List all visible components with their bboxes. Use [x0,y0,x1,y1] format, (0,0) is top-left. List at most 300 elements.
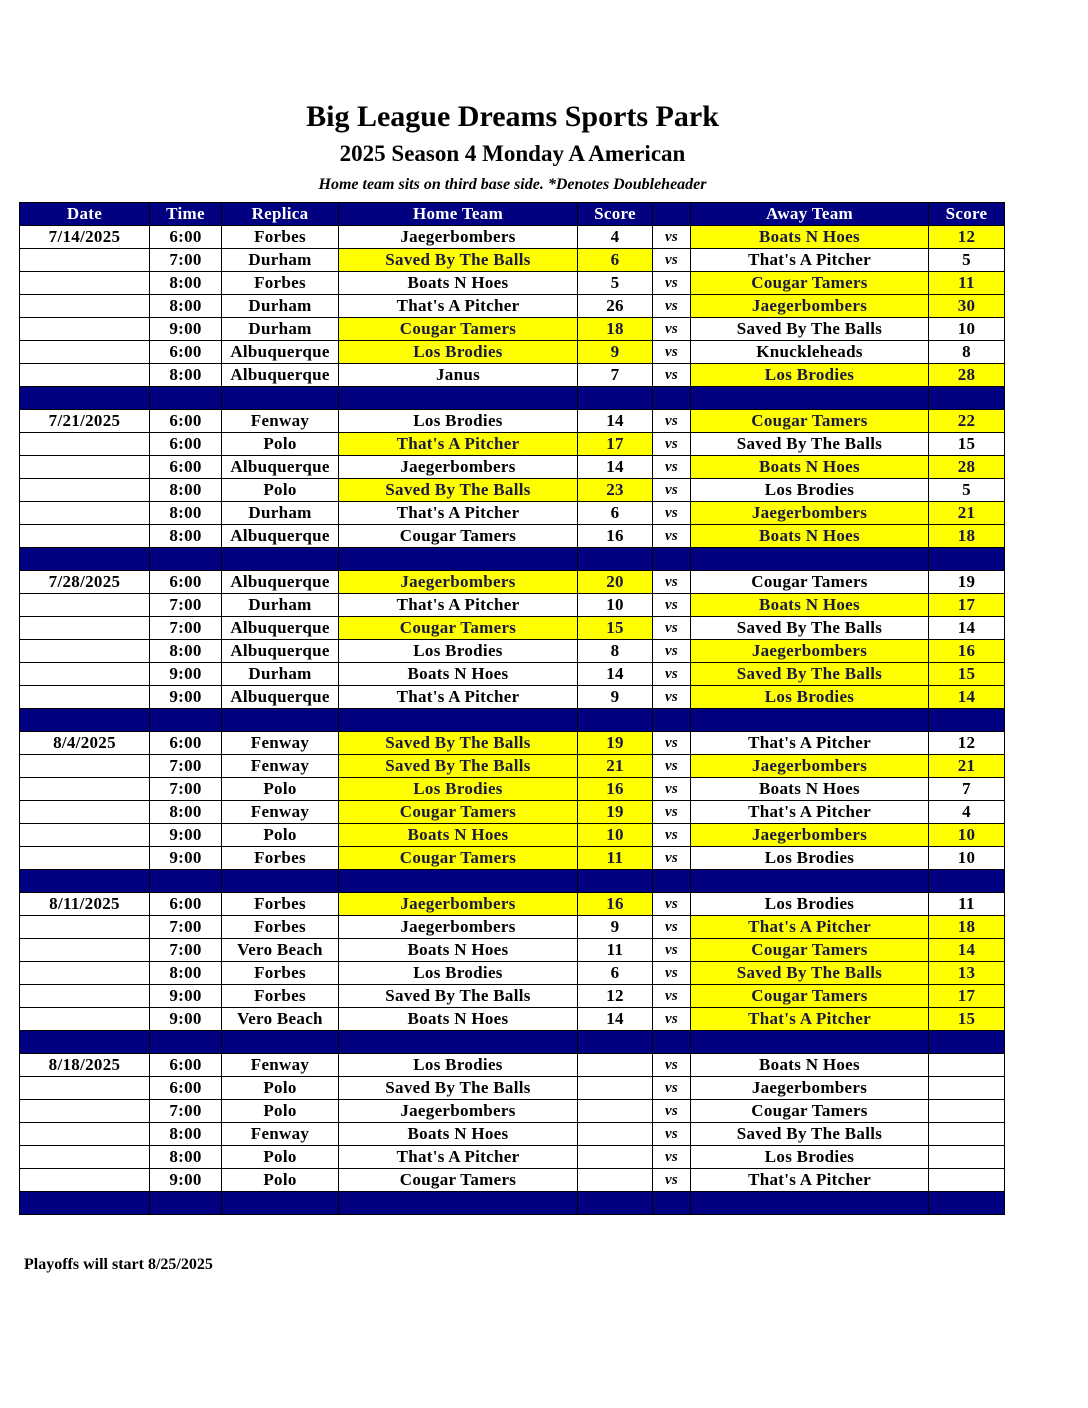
home-score-cell: 18 [578,318,653,341]
home-team-cell: Saved By The Balls [339,1077,578,1100]
table-row [20,249,1005,272]
home-team-cell: That's A Pitcher [339,502,578,525]
away-team-cell: Cougar Tamers [691,1100,929,1123]
away-score-cell: 28 [929,364,1005,387]
table-row [20,755,1005,778]
time-cell: 8:00 [150,640,222,663]
home-team-cell: That's A Pitcher [339,295,578,318]
date-cell [20,1100,150,1123]
home-score-cell: 10 [578,824,653,847]
away-team-cell: Boats N Hoes [691,525,929,548]
replica-cell: Polo [222,1169,339,1192]
replica-cell: Forbes [222,962,339,985]
replica-cell: Forbes [222,847,339,870]
home-score-cell: 14 [578,1008,653,1031]
separator-cell [222,870,339,893]
replica-cell: Polo [222,479,339,502]
away-score-cell: 5 [929,249,1005,272]
vs-cell: vs [653,663,691,686]
separator-cell [150,548,222,571]
time-cell: 8:00 [150,479,222,502]
vs-cell: vs [653,755,691,778]
away-score-cell: 8 [929,341,1005,364]
vs-cell: vs [653,847,691,870]
date-cell [20,617,150,640]
separator-cell [691,387,929,410]
replica-cell: Polo [222,433,339,456]
page-subtitle: 2025 Season 4 Monday A American [339,141,686,166]
replica-cell: Durham [222,663,339,686]
time-cell: 8:00 [150,502,222,525]
replica-cell: Polo [222,1146,339,1169]
away-score-cell: 13 [929,962,1005,985]
away-score-cell [929,1077,1005,1100]
away-score-cell [929,1054,1005,1077]
separator-cell [691,1031,929,1054]
separator-cell [578,1031,653,1054]
away-team-cell: That's A Pitcher [691,801,929,824]
away-team-cell: Los Brodies [691,893,929,916]
time-cell: 6:00 [150,893,222,916]
vs-cell: vs [653,318,691,341]
date-cell [20,663,150,686]
header-home-team: Home Team [339,203,578,226]
separator-cell [653,1192,691,1215]
replica-cell: Fenway [222,755,339,778]
date-cell: 8/11/2025 [20,893,150,916]
home-score-cell: 9 [578,341,653,364]
replica-cell: Forbes [222,226,339,249]
replica-cell: Polo [222,1100,339,1123]
home-score-cell: 6 [578,502,653,525]
home-team-cell: Cougar Tamers [339,617,578,640]
away-team-cell: Cougar Tamers [691,571,929,594]
date-cell [20,341,150,364]
replica-cell: Forbes [222,893,339,916]
away-team-cell: Jaegerbombers [691,502,929,525]
home-team-cell: Boats N Hoes [339,939,578,962]
header-away-team: Away Team [691,203,929,226]
replica-cell: Albuquerque [222,364,339,387]
time-cell: 7:00 [150,249,222,272]
separator-cell [929,1031,1005,1054]
home-score-cell: 20 [578,571,653,594]
replica-cell: Fenway [222,410,339,433]
vs-cell: vs [653,1146,691,1169]
home-score-cell [578,1054,653,1077]
away-team-cell: Cougar Tamers [691,985,929,1008]
home-score-cell [578,1169,653,1192]
time-cell: 8:00 [150,295,222,318]
time-cell: 9:00 [150,1008,222,1031]
away-team-cell: Los Brodies [691,847,929,870]
replica-cell: Fenway [222,1054,339,1077]
home-team-cell: Jaegerbombers [339,456,578,479]
vs-cell: vs [653,571,691,594]
table-row [20,272,1005,295]
date-cell: 7/21/2025 [20,410,150,433]
date-cell [20,686,150,709]
away-team-cell: Saved By The Balls [691,1123,929,1146]
home-score-cell: 14 [578,663,653,686]
separator-cell [339,1031,578,1054]
table-row [20,824,1005,847]
away-score-cell: 14 [929,617,1005,640]
separator-cell [20,709,150,732]
separator-cell [150,1031,222,1054]
date-cell [20,1123,150,1146]
table-row [20,433,1005,456]
replica-cell: Durham [222,295,339,318]
table-row [20,1100,1005,1123]
away-team-cell: Boats N Hoes [691,456,929,479]
home-team-cell: Jaegerbombers [339,916,578,939]
date-cell [20,295,150,318]
home-score-cell: 10 [578,594,653,617]
vs-cell: vs [653,456,691,479]
date-cell [20,502,150,525]
time-cell: 9:00 [150,318,222,341]
home-team-cell: Jaegerbombers [339,1100,578,1123]
vs-cell: vs [653,916,691,939]
vs-cell: vs [653,778,691,801]
vs-cell: vs [653,502,691,525]
separator-cell [339,709,578,732]
away-team-cell: Cougar Tamers [691,410,929,433]
home-score-cell: 4 [578,226,653,249]
vs-cell: vs [653,893,691,916]
vs-cell: vs [653,272,691,295]
time-cell: 8:00 [150,1123,222,1146]
date-cell [20,801,150,824]
away-score-cell: 4 [929,801,1005,824]
away-team-cell: Saved By The Balls [691,663,929,686]
vs-cell: vs [653,525,691,548]
time-cell: 7:00 [150,916,222,939]
table-row [20,410,1005,433]
separator-cell [150,709,222,732]
home-team-cell: Cougar Tamers [339,801,578,824]
vs-cell: vs [653,433,691,456]
away-score-cell: 10 [929,847,1005,870]
away-team-cell: Jaegerbombers [691,824,929,847]
away-score-cell: 15 [929,433,1005,456]
page-title: Big League Dreams Sports Park [306,100,719,133]
home-score-cell: 8 [578,640,653,663]
home-score-cell: 11 [578,939,653,962]
home-team-cell: That's A Pitcher [339,594,578,617]
away-score-cell: 11 [929,272,1005,295]
time-cell: 8:00 [150,801,222,824]
home-team-cell: That's A Pitcher [339,1146,578,1169]
date-cell [20,755,150,778]
separator-cell [691,709,929,732]
away-team-cell: Boats N Hoes [691,778,929,801]
replica-cell: Albuquerque [222,341,339,364]
replica-cell: Albuquerque [222,525,339,548]
replica-cell: Durham [222,502,339,525]
time-cell: 8:00 [150,272,222,295]
home-team-cell: Saved By The Balls [339,479,578,502]
date-cell: 7/28/2025 [20,571,150,594]
vs-cell: vs [653,479,691,502]
away-score-cell: 19 [929,571,1005,594]
home-score-cell: 16 [578,525,653,548]
table-row [20,502,1005,525]
away-score-cell: 14 [929,939,1005,962]
time-cell: 6:00 [150,226,222,249]
away-score-cell: 10 [929,824,1005,847]
date-cell [20,433,150,456]
away-score-cell: 11 [929,893,1005,916]
time-cell: 8:00 [150,525,222,548]
table-row [20,364,1005,387]
replica-cell: Albuquerque [222,617,339,640]
time-cell: 9:00 [150,985,222,1008]
table-row [20,341,1005,364]
away-score-cell: 21 [929,502,1005,525]
table-row [20,962,1005,985]
home-score-cell: 14 [578,456,653,479]
replica-cell: Albuquerque [222,640,339,663]
home-team-cell: Los Brodies [339,962,578,985]
table-row [20,939,1005,962]
home-score-cell: 6 [578,249,653,272]
table-row [20,1077,1005,1100]
home-team-cell: Los Brodies [339,410,578,433]
replica-cell: Durham [222,594,339,617]
away-team-cell: Jaegerbombers [691,755,929,778]
home-score-cell: 26 [578,295,653,318]
separator-cell [222,1192,339,1215]
separator-cell [653,1031,691,1054]
replica-cell: Polo [222,1077,339,1100]
vs-cell: vs [653,1123,691,1146]
table-row [20,1123,1005,1146]
replica-cell: Fenway [222,732,339,755]
separator-cell [339,387,578,410]
date-cell: 8/4/2025 [20,732,150,755]
week-separator-row [20,870,1005,893]
vs-cell: vs [653,410,691,433]
vs-cell: vs [653,985,691,1008]
separator-cell [339,548,578,571]
table-row [20,594,1005,617]
time-cell: 6:00 [150,433,222,456]
separator-cell [222,387,339,410]
separator-cell [150,387,222,410]
separator-cell [578,1192,653,1215]
away-team-cell: That's A Pitcher [691,249,929,272]
replica-cell: Vero Beach [222,939,339,962]
vs-cell: vs [653,594,691,617]
separator-cell [929,1192,1005,1215]
header-home-score: Score [578,203,653,226]
separator-cell [578,387,653,410]
away-score-cell [929,1100,1005,1123]
home-score-cell: 11 [578,847,653,870]
separator-cell [653,548,691,571]
separator-cell [222,709,339,732]
away-team-cell: That's A Pitcher [691,1169,929,1192]
table-row [20,226,1005,249]
time-cell: 6:00 [150,571,222,594]
separator-cell [20,1031,150,1054]
table-row [20,456,1005,479]
away-team-cell: Saved By The Balls [691,318,929,341]
away-team-cell: That's A Pitcher [691,1008,929,1031]
away-score-cell: 14 [929,686,1005,709]
date-cell [20,916,150,939]
home-score-cell: 6 [578,962,653,985]
home-team-cell: Los Brodies [339,341,578,364]
date-cell [20,1077,150,1100]
time-cell: 6:00 [150,341,222,364]
vs-cell: vs [653,617,691,640]
away-score-cell [929,1146,1005,1169]
away-team-cell: Cougar Tamers [691,939,929,962]
vs-cell: vs [653,1077,691,1100]
time-cell: 8:00 [150,364,222,387]
away-score-cell [929,1169,1005,1192]
home-team-cell: Saved By The Balls [339,755,578,778]
time-cell: 9:00 [150,686,222,709]
away-team-cell: Boats N Hoes [691,594,929,617]
home-score-cell [578,1100,653,1123]
vs-cell: vs [653,1100,691,1123]
vs-cell: vs [653,341,691,364]
separator-cell [150,1192,222,1215]
time-cell: 7:00 [150,755,222,778]
table-row [20,985,1005,1008]
replica-cell: Fenway [222,1123,339,1146]
vs-cell: vs [653,640,691,663]
away-team-cell: Jaegerbombers [691,1077,929,1100]
time-cell: 7:00 [150,939,222,962]
away-team-cell: Los Brodies [691,364,929,387]
away-score-cell: 12 [929,226,1005,249]
table-row [20,479,1005,502]
separator-cell [929,870,1005,893]
home-team-cell: Cougar Tamers [339,847,578,870]
week-separator-row [20,1031,1005,1054]
table-row [20,1008,1005,1031]
date-cell [20,525,150,548]
away-team-cell: Boats N Hoes [691,1054,929,1077]
time-cell: 7:00 [150,594,222,617]
replica-cell: Polo [222,778,339,801]
date-cell [20,939,150,962]
date-cell [20,847,150,870]
away-score-cell: 18 [929,916,1005,939]
table-row [20,1169,1005,1192]
header-away-score: Score [929,203,1005,226]
away-score-cell: 22 [929,410,1005,433]
table-row [20,893,1005,916]
schedule-table [19,202,1005,1215]
separator-cell [653,709,691,732]
vs-cell: vs [653,962,691,985]
date-cell [20,1169,150,1192]
home-score-cell [578,1123,653,1146]
date-cell [20,318,150,341]
separator-cell [339,870,578,893]
away-team-cell: Cougar Tamers [691,272,929,295]
replica-cell: Albuquerque [222,571,339,594]
separator-cell [150,870,222,893]
home-team-cell: Jaegerbombers [339,226,578,249]
replica-cell: Fenway [222,801,339,824]
away-score-cell: 5 [929,479,1005,502]
home-score-cell: 21 [578,755,653,778]
home-score-cell: 17 [578,433,653,456]
away-team-cell: That's A Pitcher [691,732,929,755]
date-cell [20,962,150,985]
header-date: Date [20,203,150,226]
time-cell: 9:00 [150,824,222,847]
home-team-cell: Boats N Hoes [339,272,578,295]
date-cell: 7/14/2025 [20,226,150,249]
away-team-cell: Jaegerbombers [691,295,929,318]
home-team-cell: Janus [339,364,578,387]
away-team-cell: Jaegerbombers [691,640,929,663]
vs-cell: vs [653,364,691,387]
separator-cell [653,870,691,893]
date-cell [20,594,150,617]
away-score-cell: 18 [929,525,1005,548]
replica-cell: Forbes [222,916,339,939]
home-score-cell: 15 [578,617,653,640]
away-team-cell: Saved By The Balls [691,962,929,985]
time-cell: 6:00 [150,410,222,433]
separator-cell [653,387,691,410]
vs-cell: vs [653,801,691,824]
header-replica: Replica [222,203,339,226]
vs-cell: vs [653,1008,691,1031]
separator-cell [578,548,653,571]
away-team-cell: Los Brodies [691,479,929,502]
home-team-cell: Boats N Hoes [339,663,578,686]
vs-cell: vs [653,939,691,962]
separator-cell [929,548,1005,571]
home-team-cell: Saved By The Balls [339,249,578,272]
away-team-cell: That's A Pitcher [691,916,929,939]
vs-cell: vs [653,295,691,318]
date-cell [20,249,150,272]
separator-cell [691,870,929,893]
vs-cell: vs [653,1169,691,1192]
home-team-cell: That's A Pitcher [339,433,578,456]
header-time: Time [150,203,222,226]
week-separator-row [20,548,1005,571]
time-cell: 6:00 [150,1077,222,1100]
replica-cell: Durham [222,249,339,272]
table-row [20,663,1005,686]
time-cell: 9:00 [150,663,222,686]
home-score-cell: 16 [578,893,653,916]
header-row [20,203,1005,226]
home-score-cell: 19 [578,801,653,824]
separator-cell [691,1192,929,1215]
time-cell: 7:00 [150,1100,222,1123]
home-score-cell [578,1146,653,1169]
away-score-cell: 30 [929,295,1005,318]
separator-cell [578,870,653,893]
date-cell [20,272,150,295]
away-team-cell: Saved By The Balls [691,433,929,456]
home-score-cell: 16 [578,778,653,801]
separator-cell [929,387,1005,410]
